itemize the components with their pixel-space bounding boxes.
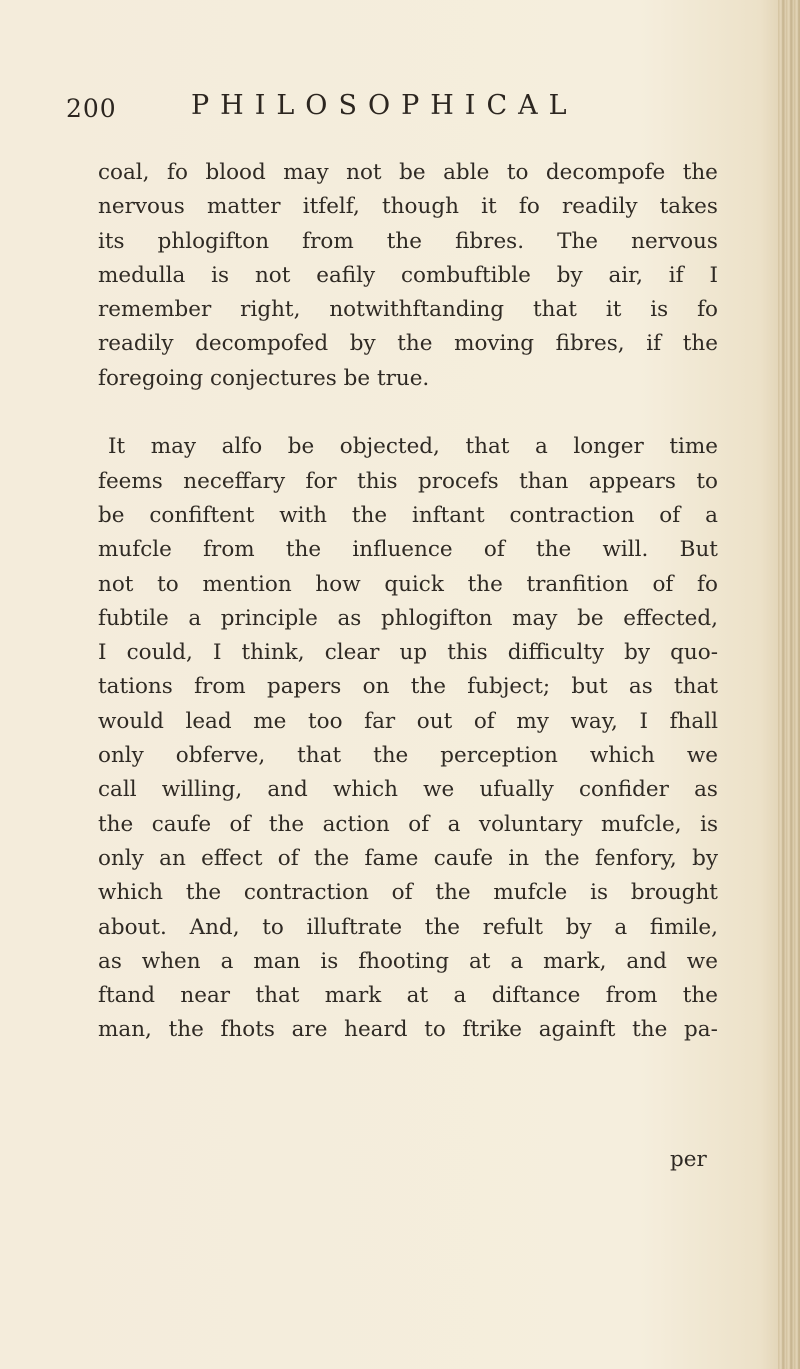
text-line: medulla is not eafily combuftible by air, if I: [98, 262, 718, 288]
body-text: [98, 156, 718, 1048]
paragraph-1: [98, 156, 718, 396]
text-line: would lead me too far out of my way, I fhall: [98, 708, 718, 734]
text-line: its phlogifton from the fibres. The nervous: [98, 228, 718, 254]
text-line: fubtile a principle as phlogifton may be effected,: [98, 605, 718, 631]
catchword: per: [670, 1147, 707, 1172]
text-line: readily decompofed by the moving fibres, if the: [98, 331, 718, 357]
text-line: tations from papers on the fubject; but as that: [98, 674, 718, 700]
text-line: about. And, to illuftrate the refult by a fimile,: [98, 914, 718, 940]
paragraph-2: [98, 430, 718, 1047]
text-line: as when a man is fhooting at a mark, and we: [98, 948, 718, 974]
page-edge: [778, 0, 800, 1369]
text-line: It may alfo be objected, that a longer time: [108, 434, 718, 460]
text-line: nervous matter itfelf, though it fo readily takes: [98, 194, 718, 220]
text-line: not to mention how quick the tranfition of fo: [98, 571, 718, 597]
text-line: the caufe of the action of a voluntary mufcle, is: [98, 811, 718, 837]
page-number: 200: [66, 94, 117, 123]
text-line: remember right, notwithftanding that it is fo: [98, 297, 718, 323]
page-header: [66, 84, 706, 124]
text-line: which the contraction of the mufcle is brought: [98, 880, 718, 906]
text-line: be confiftent with the inftant contraction of a: [98, 502, 718, 528]
text-line: call willing, and which we ufually confider as: [98, 777, 718, 803]
text-line: ftand near that mark at a diftance from the: [98, 983, 718, 1009]
text-line: only obferve, that the perception which we: [98, 743, 718, 769]
text-line: I could, I think, clear up this difficulty by quo-: [98, 640, 718, 666]
text-line: only an effect of the fame caufe in the fenfory, by: [98, 845, 718, 871]
running-head: PHILOSOPHICAL: [191, 90, 578, 121]
text-line: feems neceffary for this procefs than appears to: [98, 468, 718, 494]
paragraph-gap: [98, 396, 718, 430]
text-line: mufcle from the influence of the will. But: [98, 537, 718, 563]
text-line: foregoing conjectures be true.: [98, 365, 430, 391]
text-line: coal, fo blood may not be able to decompofe the: [98, 160, 718, 185]
text-line: man, the fhots are heard to ftrike againft the pa-: [98, 1017, 718, 1043]
